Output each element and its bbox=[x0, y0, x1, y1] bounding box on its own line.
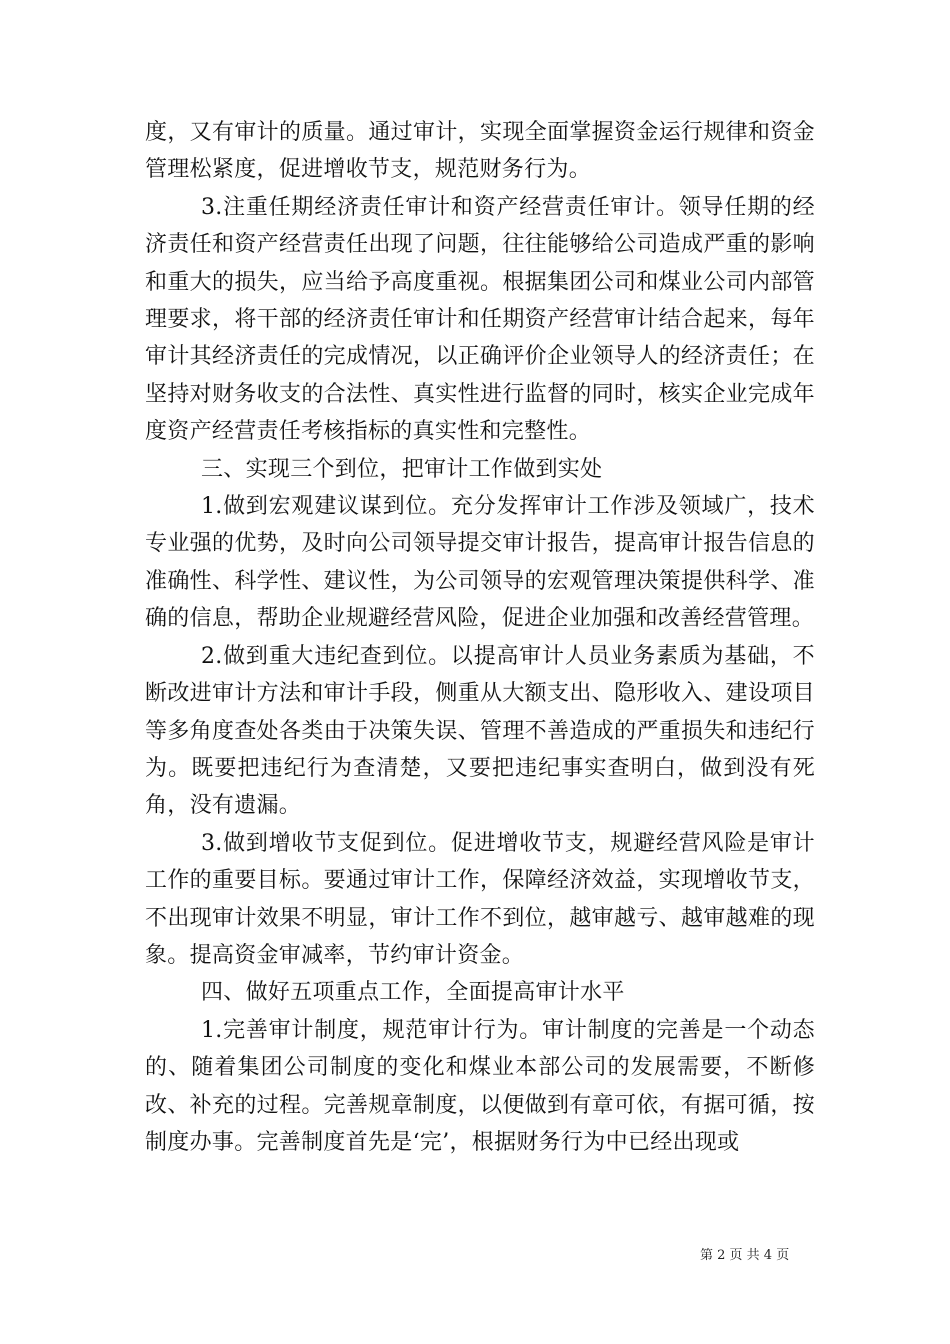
page-number-footer: 第 2 页 共 4 页 bbox=[700, 1248, 790, 1263]
paragraph-macro-advice: 1.做到宏观建议谋到位。充分发挥审计工作涉及领域广，技术专业强的优势，及时向公司领导提交审计报告，提高审计报告信息的准确性、科学性、建议性，为公司领导的宏观管理决策提供科学、准确的信息，帮助企业规避经营风险，促进企业加强和改善经营管理。 bbox=[145, 494, 815, 632]
paragraph-term-audit: 3.注重任期经济责任审计和资产经营责任审计。领导任期的经济责任和资产经营责任出现了问题，往往能够给公司造成严重的影响和重大的损失，应当给予高度重视。根据集团公司和煤业公司内部管理要求，将干部的经济责任审计和任期资产经营审计结合起来，每年审计其经济责任的完成情况，以正确评价企业领导人的经济责任；在坚持对财务收支的合法性、真实性进行监督的同时，核实企业完成年度资产经营责任考核指标的真实性和完整性。 bbox=[145, 194, 815, 445]
document-body bbox=[145, 114, 815, 1161]
section-heading-three: 三、实现三个到位，把审计工作做到实处 bbox=[201, 456, 603, 482]
paragraph-audit-system: 1.完善审计制度，规范审计行为。审计制度的完善是一个动态的、随着集团公司制度的变化和煤业本部公司的发展需要，不断修改、补充的过程。完善规章制度，以便做到有章可依，有据可循，按制度办事。完善制度首先是‘完’，根据财务行为中已经出现或 bbox=[145, 1017, 815, 1155]
paragraph-violation-check: 2.做到重大违纪查到位。以提高审计人员业务素质为基础，不断改进审计方法和审计手段，侧重从大额支出、隐形收入、建设项目等多角度查处各类由于决策失误、管理不善造成的严重损失和违纪行为。既要把违纪行为查清楚，又要把违纪事实查明白，做到没有死角，没有遗漏。 bbox=[145, 643, 815, 819]
section-heading-four: 四、做好五项重点工作，全面提高审计水平 bbox=[201, 980, 625, 1006]
paragraph-cost-saving: 3.做到增收节支促到位。促进增收节支，规避经营风险是审计工作的重要目标。要通过审计工作，保障经济效益，实现增收节支，不出现审计效果不明显，审计工作不到位，越审越亏、越审越难的现象。提高资金审减率，节约审计资金。 bbox=[145, 830, 815, 968]
paragraph-continuation: 度，又有审计的质量。通过审计，实现全面掌握资金运行规律和资金管理松紧度，促进增收节支，规范财务行为。 bbox=[145, 120, 815, 183]
